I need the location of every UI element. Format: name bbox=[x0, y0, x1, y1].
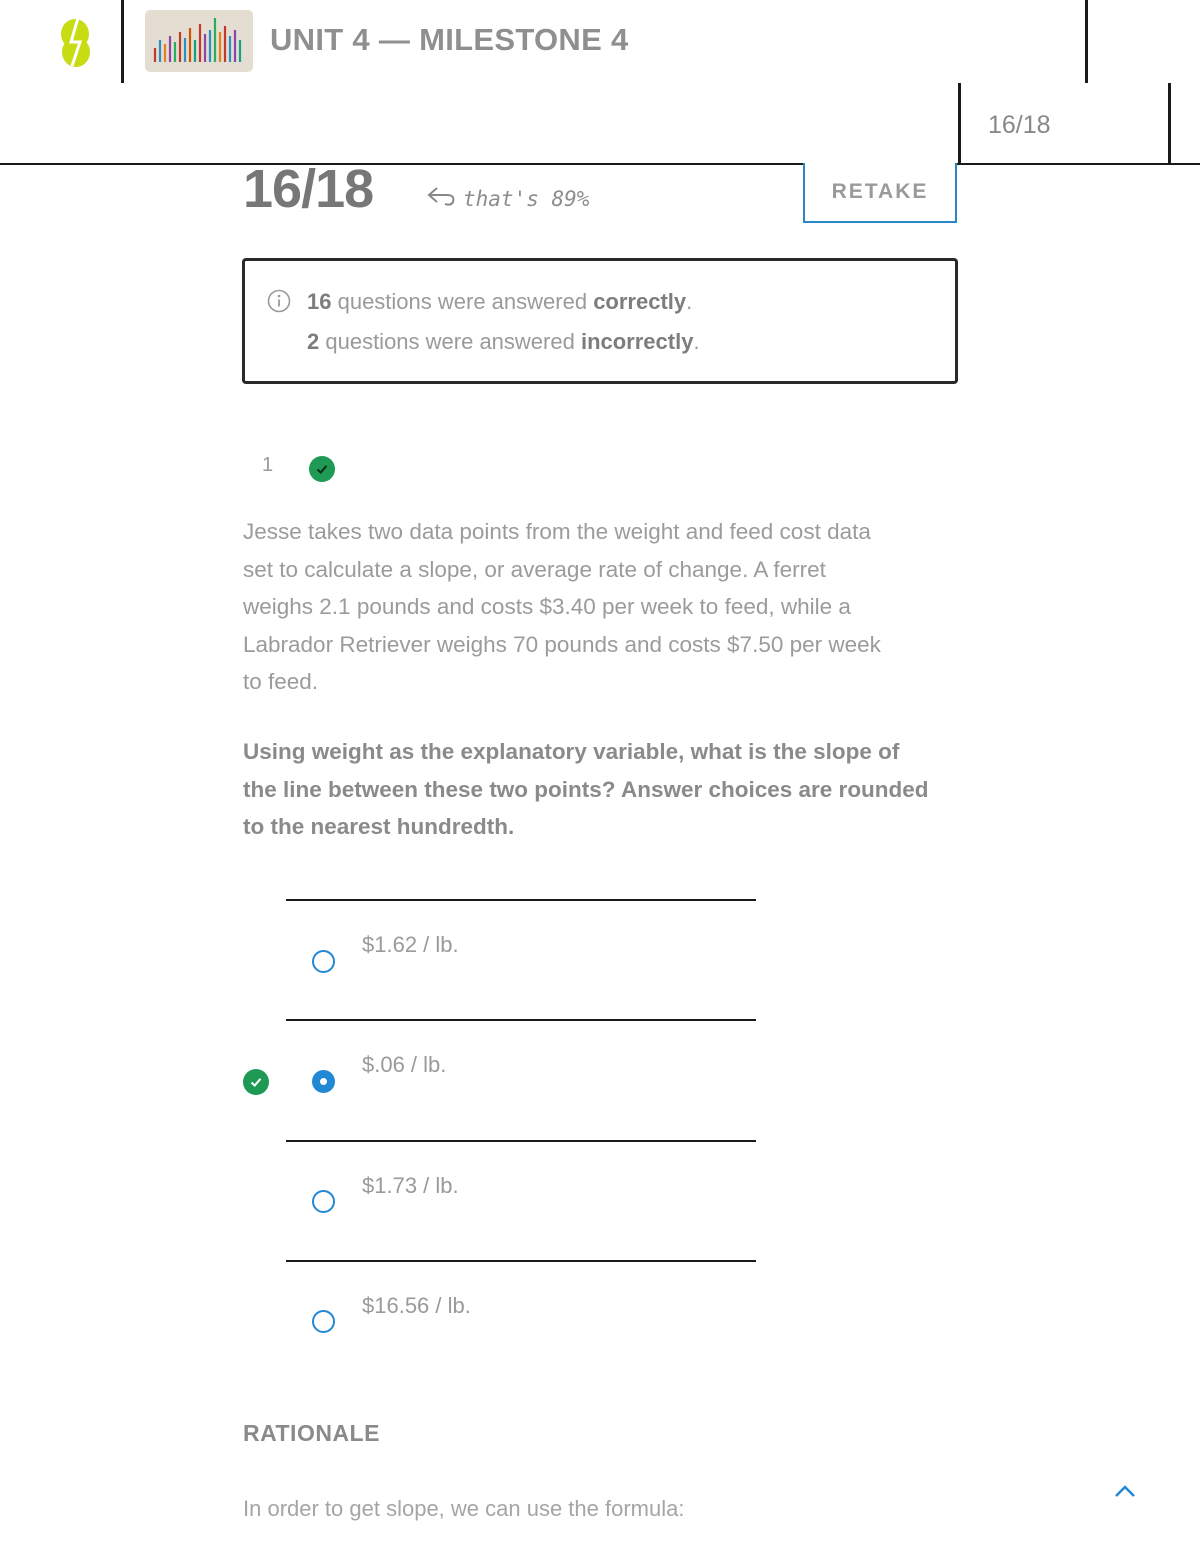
brand-logo-icon[interactable] bbox=[52, 14, 98, 70]
answer-choice-radio-2[interactable] bbox=[312, 1070, 335, 1093]
question-prompt-line: to the nearest hundredth. bbox=[243, 814, 515, 839]
question-stem-line: Labrador Retriever weighs 70 pounds and costs $7.50 per week bbox=[243, 631, 881, 657]
course-thumbnail bbox=[145, 10, 253, 72]
curved-arrow-icon bbox=[425, 184, 457, 213]
rationale-heading: RATIONALE bbox=[243, 1420, 380, 1446]
percent-note bbox=[425, 184, 589, 213]
header-score-badge: 16/18 bbox=[988, 111, 1051, 139]
summary-period: . bbox=[686, 289, 693, 314]
rationale-text: In order to get slope, we can use the formula: bbox=[243, 1496, 685, 1521]
choice-divider bbox=[286, 1019, 756, 1021]
correct-word: correctly bbox=[593, 289, 687, 314]
answer-choice-label-2[interactable]: $.06 / lb. bbox=[362, 1052, 447, 1077]
score-value: 16/18 bbox=[243, 159, 374, 219]
question-stem-line: Jesse takes two data points from the weight and feed cost data bbox=[243, 519, 871, 544]
header-bottom-border bbox=[0, 163, 1200, 165]
incorrect-count: 2 bbox=[307, 329, 320, 354]
answer-choice-radio-1[interactable] bbox=[312, 950, 335, 973]
answer-choice-label-3[interactable]: $1.73 / lb. bbox=[362, 1173, 459, 1198]
question-stem-line: weighs 2.1 pounds and costs $3.40 per week to feed, while a bbox=[243, 594, 851, 619]
choice-divider bbox=[286, 899, 756, 901]
answer-choice-label-1[interactable]: $1.62 / lb. bbox=[362, 932, 459, 957]
answer-choice-radio-3[interactable] bbox=[312, 1190, 335, 1213]
choice-divider bbox=[286, 1260, 756, 1262]
score-panel-left-border bbox=[958, 83, 961, 165]
summary-correct-line bbox=[307, 289, 692, 315]
percent-note-text: that's 89% bbox=[463, 186, 590, 211]
unit-title: UNIT 4 — MILESTONE 4 bbox=[270, 22, 629, 57]
question-prompt-line: the line between these two points? Answer choices are rounded bbox=[243, 776, 929, 802]
correct-answer-check-icon bbox=[243, 1069, 269, 1095]
header-divider bbox=[121, 0, 124, 83]
question-number: 1 bbox=[262, 454, 274, 476]
summary-incorrect-text: questions were answered bbox=[319, 329, 581, 354]
question-prompt-line: Using weight as the explanatory variable, what is the slope of bbox=[243, 739, 900, 764]
header-divider-right bbox=[1085, 0, 1088, 83]
scroll-to-top-icon[interactable] bbox=[1110, 1478, 1140, 1504]
answer-choice-radio-4[interactable] bbox=[312, 1310, 335, 1333]
retake-button[interactable]: RETAKE bbox=[803, 163, 957, 223]
question-stem-line: to feed. bbox=[243, 669, 319, 694]
summary-correct-text: questions were answered bbox=[331, 289, 594, 314]
correct-count: 16 bbox=[307, 289, 332, 314]
question-prompt bbox=[243, 733, 963, 846]
summary-period: . bbox=[693, 329, 700, 354]
question-stem-line: set to calculate a slope, or average rate of change. A ferret bbox=[243, 556, 826, 582]
score-panel-right-border bbox=[1168, 83, 1171, 165]
incorrect-word: incorrectly bbox=[580, 329, 694, 354]
results-summary-box bbox=[242, 258, 958, 384]
question-stem bbox=[243, 513, 963, 701]
answer-choice-label-4[interactable]: $16.56 / lb. bbox=[362, 1293, 471, 1318]
info-icon bbox=[267, 289, 289, 311]
summary-incorrect-line bbox=[307, 329, 700, 355]
question-correct-check-icon bbox=[309, 456, 335, 482]
choice-divider bbox=[286, 1140, 756, 1142]
